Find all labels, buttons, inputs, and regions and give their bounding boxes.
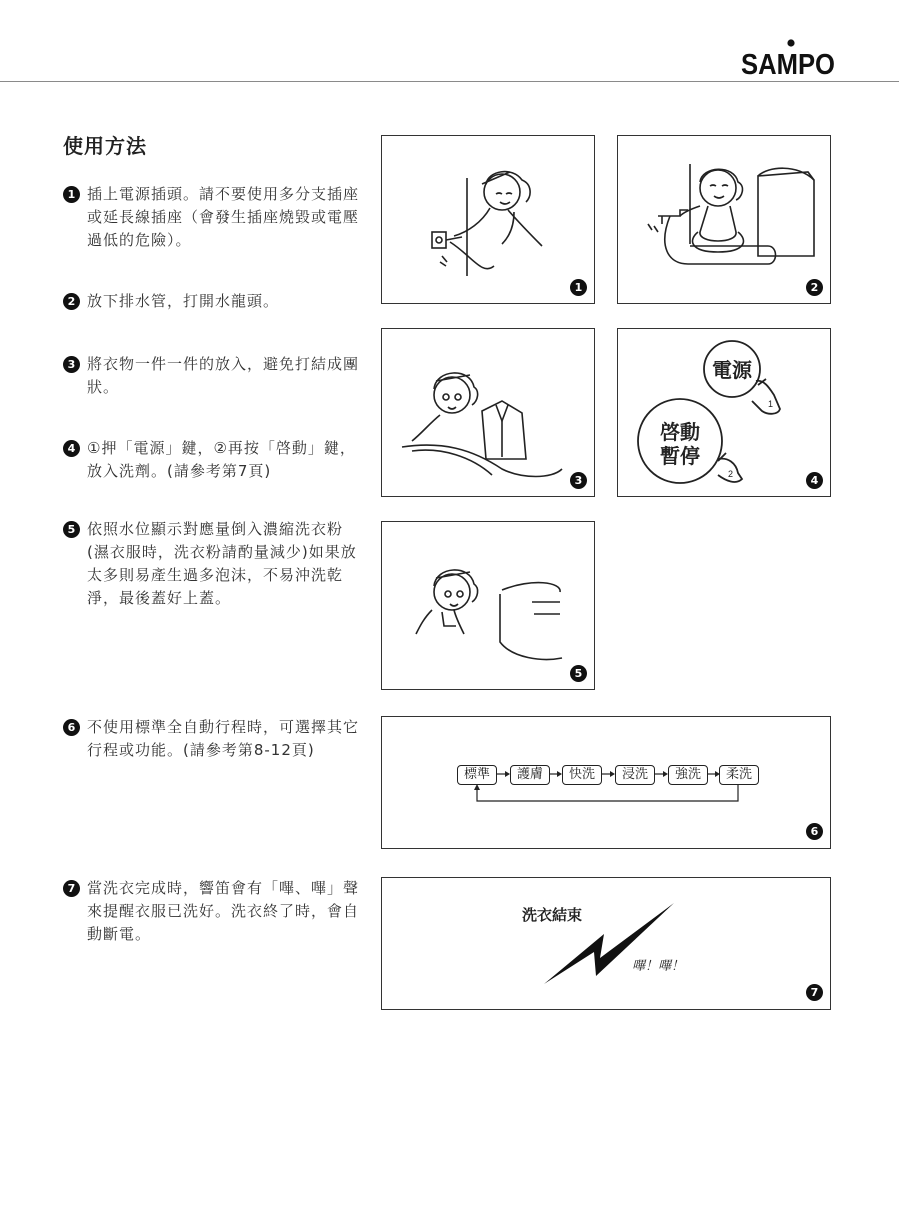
course-skin-care: 護膚: [510, 765, 550, 785]
course-quick: 快洗: [562, 765, 602, 785]
panel-number: 5: [570, 665, 587, 682]
panel-plug-in: [381, 135, 595, 304]
step-number: 7: [63, 880, 80, 897]
step-text: 放下排水管，打開水龍頭。: [87, 292, 280, 310]
start-finger-number: 2: [728, 469, 734, 479]
course-standard: 標準: [457, 765, 497, 785]
step-number: 3: [63, 356, 80, 373]
wash-complete-title: 洗衣結束: [522, 906, 583, 924]
step-text: 將衣物一件一件的放入，避免打結成團狀。: [87, 355, 360, 396]
step-number: 5: [63, 521, 80, 538]
step-text: 插上電源插頭。請不要使用多分支插座或延長線插座（會發生插座燒毀或電壓過低的危險）。: [87, 185, 360, 249]
step-number: 2: [63, 293, 80, 310]
power-finger-number: 1: [768, 399, 774, 409]
step-number: 6: [63, 719, 80, 736]
beep-text: 嗶！嗶！: [632, 959, 685, 974]
page-title: 使用方法: [63, 134, 147, 158]
panel-number: 3: [570, 472, 587, 489]
load-clothes-illustration: [382, 329, 594, 496]
step-number: 1: [63, 186, 80, 203]
buttons-illustration: [618, 329, 830, 496]
power-button-label: 電源: [712, 358, 752, 382]
panel-number: 7: [806, 984, 823, 1001]
panel-buttons: [617, 328, 831, 497]
step-text: ①押「電源」鍵，②再按「啓動」鍵，放入洗劑。(請參考第7頁): [87, 439, 356, 480]
step-text: 不使用標準全自動行程時，可選擇其它行程或功能。(請參考第8-12頁): [87, 718, 360, 759]
step-4: [63, 437, 363, 483]
start-button-label-1: 啓動: [660, 420, 700, 444]
step-3: [63, 353, 363, 399]
step-6: [63, 716, 363, 762]
step-text: 依照水位顯示對應量倒入濃縮洗衣粉(濕衣服時，洗衣粉請酌量減少)如果放太多則易產生過多泡沫，不易沖洗乾淨，最後蓋好上蓋。: [87, 520, 357, 607]
panel-number: 4: [806, 472, 823, 489]
step-2: [63, 290, 363, 313]
panel-number: 6: [806, 823, 823, 840]
faucet-illustration: [618, 136, 830, 303]
course-gentle: 柔洗: [719, 765, 759, 785]
svg-text:SAMPO: SAMPO: [741, 49, 835, 81]
panel-number: 1: [570, 279, 587, 296]
plug-in-illustration: [382, 136, 594, 303]
panel-load-clothes: [381, 328, 595, 497]
step-5: [63, 518, 363, 610]
panel-faucet: [617, 135, 831, 304]
course-flow-arrows: [382, 717, 830, 848]
panel-course-flow: [381, 716, 831, 849]
step-1: [63, 183, 363, 252]
course-strong: 強洗: [668, 765, 708, 785]
step-7: [63, 877, 363, 946]
step-text: 當洗衣完成時，響笛會有「嗶、嗶」聲來提醒衣服已洗好。洗衣終了時，會自動斷電。: [87, 879, 360, 943]
panel-wash-complete: [381, 877, 831, 1010]
header-divider: [0, 81, 899, 82]
step-number: 4: [63, 440, 80, 457]
sampo-logo: [740, 36, 836, 80]
course-soak: 浸洗: [615, 765, 655, 785]
detergent-illustration: [382, 522, 594, 689]
beep-lightning-icon: [382, 878, 830, 1009]
panel-detergent: [381, 521, 595, 690]
start-button-label-2: 暫停: [660, 444, 700, 468]
panel-number: 2: [806, 279, 823, 296]
